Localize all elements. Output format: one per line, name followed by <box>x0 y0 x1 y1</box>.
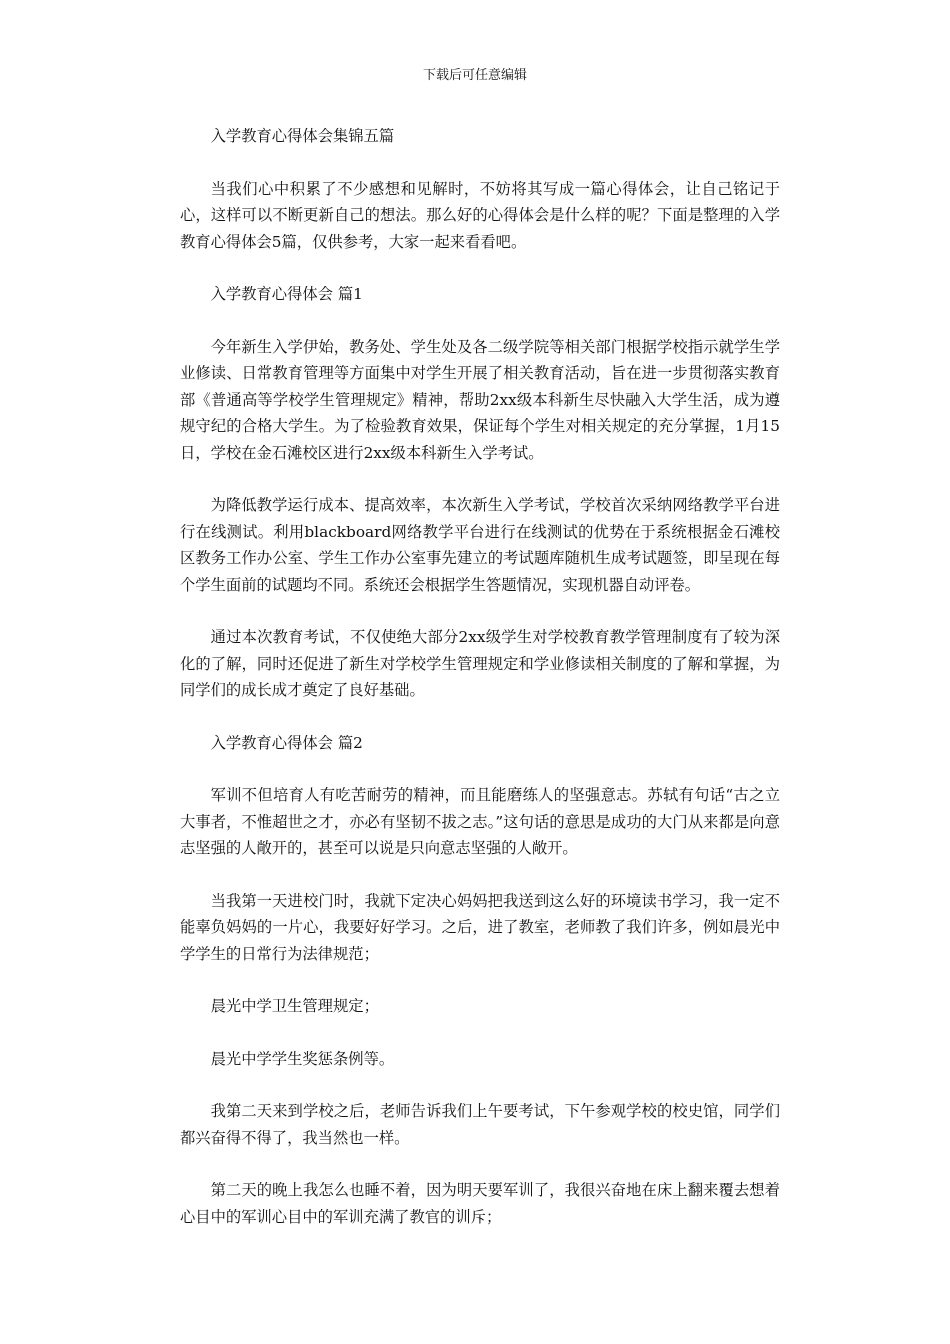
section-2-paragraph: 军训不但培育人有吃苦耐劳的精神，而且能磨练人的坚强意志。苏轼有句话“古之立大事者，不惟超世之才，亦必有坚韧不拔之志。”这句话的意思是成功的大门从来都是向意志坚强的人敞开的，甚至可以说是只向意志坚强的人敞开。 <box>180 786 780 857</box>
section-2-paragraph: 晨光中学学生奖惩条例等。 <box>210 1049 395 1068</box>
section-2-paragraph: 第二天的晚上我怎么也睡不着，因为明天要军训了，我很兴奋地在床上翻来覆去想着心目中的军训心目中的军训充满了教官的训斥； <box>180 1181 780 1226</box>
section-1-heading: 入学教育心得体会 篇1 <box>210 285 363 303</box>
section-2-paragraph: 当我第一天进校门时，我就下定决心妈妈把我送到这么好的环境读书学习，我一定不能辜负妈妈的一片心，我要好好学习。之后，进了教室，老师教了我们许多，例如晨光中学学生的日常行为法律规范； <box>180 891 780 963</box>
section-2-heading: 入学教育心得体会 篇2 <box>210 733 363 752</box>
section-1-paragraph: 今年新生入学伊始，教务处、学生处及各二级学院等相关部门根据学校指示就学生学业修读、日常教育管理等方面集中对学生开展了相关教育活动，旨在进一步贯彻落实教育部《普通高等学校学生管理规定》精神，帮助2xx级本科新生尽快融入大学生活，成为遵规守纪的合格大学生。为了检验教育效果，保证每个学生对相关规定的充分掌握，1月15日，学校在金石滩校区进行2xx级本科新生入学考试。 <box>180 337 780 462</box>
document-body <box>180 123 780 1256</box>
intro-paragraph: 当我们心中积累了不少感想和见解时，不妨将其写成一篇心得体会，让自己铭记于心，这样可以不断更新自己的想法。那么好的心得体会是什么样的呢？下面是整理的入学教育心得体会5篇，仅供参考，大家一起来看看吧。 <box>180 179 780 251</box>
document-title: 入学教育心得体会集锦五篇 <box>210 127 395 145</box>
page-header: 下载后可任意编辑 <box>422 68 527 83</box>
section-2-paragraph: 我第二天来到学校之后，老师告诉我们上午要考试，下午参观学校的校史馆，同学们都兴奋得不得了，我当然也一样。 <box>180 1102 780 1147</box>
section-2-paragraph: 晨光中学卫生管理规定； <box>210 997 379 1015</box>
section-1-paragraph: 为降低教学运行成本、提高效率，本次新生入学考试，学校首次采纳网络教学平台进行在线测试。利用blackboard网络教学平台进行在线测试的优势在于系统根据金石滩校区教务工作办公室、学生工作办公室事先建立的考试题库随机生成考试题签，即呈现在每个学生面前的试题均不同。系统还会根据学生答题情况，实现机器自动评卷。 <box>180 496 780 594</box>
section-1-paragraph: 通过本次教育考试，不仅使绝大部分2xx级学生对学校教育教学管理制度有了较为深化的了解，同时还促进了新生对学校学生管理规定和学业修读相关制度的了解和掌握，为同学们的成长成才奠定了良好基础。 <box>180 628 780 699</box>
